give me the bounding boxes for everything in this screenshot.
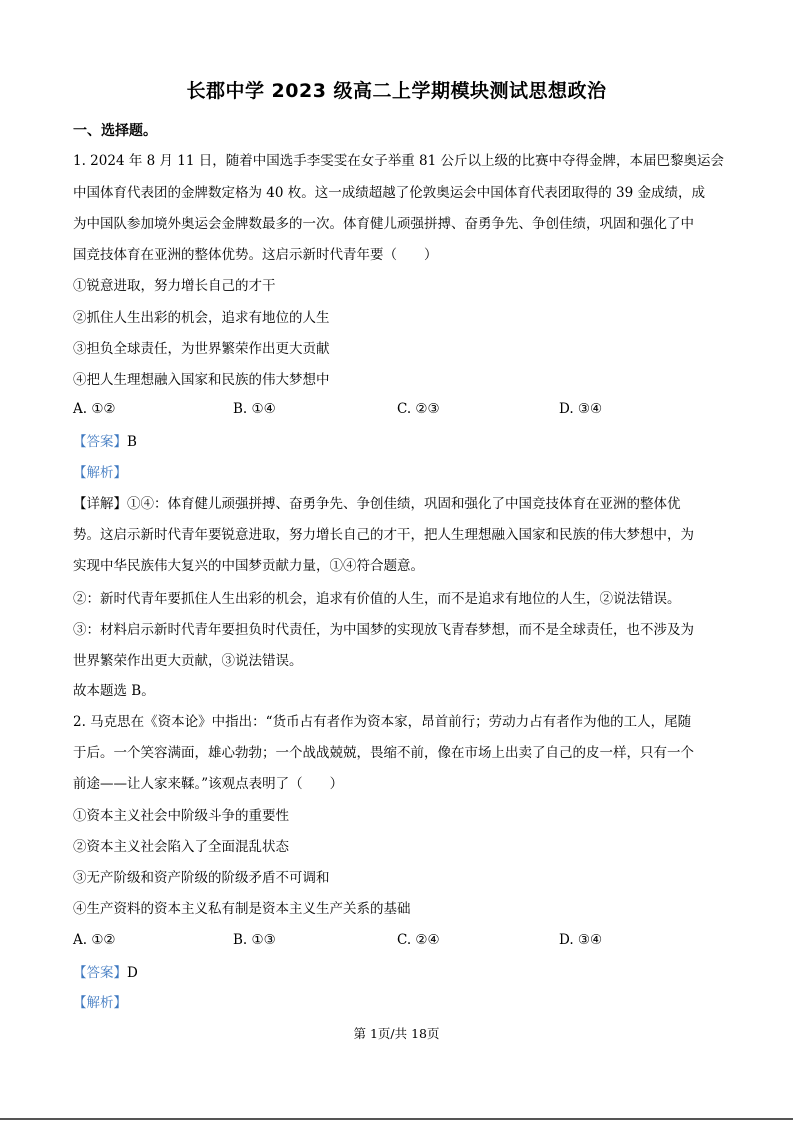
q1-detail-line: 势。这启示新时代青年要锐意进取，努力增长自己的才干，把人生理想融入国家和民族的伟大梦想中，为 [73, 527, 694, 543]
q1-detail-line: ②：新时代青年要抓住人生出彩的机会，追求有价值的人生，而不是追求有地位的人生，②说法错误。 [73, 591, 681, 607]
q1-analysis-label: 【解析】 [73, 465, 127, 481]
q1-detail-line: 实现中华民族伟大复兴的中国梦贡献力量，①④符合题意。 [73, 558, 424, 574]
page-footer: 第 1页/共 18页 [353, 1026, 440, 1041]
q2-stem-line: 2. 马克思在《资本论》中指出：“货币占有者作为资本家，昂首前行；劳动力占有者作为他的工人，尾随 [73, 714, 692, 730]
q2-analysis-label: 【解析】 [73, 995, 127, 1011]
q1-item: ②抓住人生出彩的机会，追求有地位的人生 [73, 310, 330, 326]
q2-item: ②资本主义社会陷入了全面混乱状态 [73, 839, 289, 855]
q2-stem-line: 于后。一个笑容满面，雄心勃勃；一个战战兢兢，畏缩不前，像在市场上出卖了自己的皮一样，只有一个 [73, 745, 694, 761]
q1-detail-line: 世界繁荣作出更大贡献，③说法错误。 [73, 653, 303, 669]
section-heading: 一、选择题。 [73, 123, 157, 139]
q2-option-b: B. ①③ [233, 932, 276, 948]
answer-value: B [127, 434, 137, 450]
q1-detail-line [73, 494, 733, 514]
q1-stem-line: 中国体育代表团的金牌数定格为 40 枚。这一成绩超越了伦敦奥运会中国体育代表团取得的 39 金成绩，成 [73, 185, 706, 201]
q2-option-c: C. ②④ [397, 932, 440, 948]
detail-text: ①④：体育健儿顽强拼搏、奋勇争先、争创佳绩，巩固和强化了中国竞技体育在亚洲的整体优 [127, 496, 681, 512]
q1-option-d: D. ③④ [559, 401, 603, 417]
q2-item: ①资本主义社会中阶级斗争的重要性 [73, 808, 289, 824]
q1-option-c: C. ②③ [397, 401, 440, 417]
page-bottom-divider [0, 1118, 793, 1120]
document-title: 长郡中学 2023 级高二上学期模块测试思想政治 [186, 80, 607, 102]
q1-item: ④把人生理想融入国家和民族的伟大梦想中 [73, 372, 330, 388]
q2-option-a: A. ①② [73, 932, 116, 948]
q2-item: ④生产资料的资本主义私有制是资本主义生产关系的基础 [73, 901, 411, 917]
answer-label: 【答案】 [73, 965, 127, 981]
q1-item: ①锐意进取，努力增长自己的才干 [73, 278, 276, 294]
q1-conclusion: 故本题选 B。 [73, 683, 155, 699]
q1-detail-line: ③：材料启示新时代青年要担负时代责任，为中国梦的实现放飞青春梦想，而不是全球责任，也不涉及为 [73, 622, 694, 638]
q1-answer [73, 432, 733, 452]
q2-stem-line: 前途——让人家来鞣。”该观点表明了（ ） [73, 776, 344, 792]
answer-label: 【答案】 [73, 434, 127, 450]
q1-item: ③担负全球责任，为世界繁荣作出更大贡献 [73, 341, 330, 357]
detail-label: 【详解】 [73, 496, 127, 512]
q1-stem-line: 国竞技体育在亚洲的整体优势。这启示新时代青年要（ ） [73, 247, 438, 263]
q1-stem-line: 为中国队参加境外奥运会金牌数最多的一次。体育健儿顽强拼搏、奋勇争先、争创佳绩，巩固和强化了中 [73, 216, 694, 232]
q2-answer [73, 963, 733, 983]
q2-option-d: D. ③④ [559, 932, 603, 948]
q1-option-a: A. ①② [73, 401, 116, 417]
q1-stem-line: 1. 2024 年 8 月 11 日，随着中国选手李雯雯在女子举重 81 公斤以上级的比赛中夺得金牌，本届巴黎奥运会 [73, 153, 725, 169]
q2-item: ③无产阶级和资产阶级的阶级矛盾不可调和 [73, 870, 330, 886]
q1-option-b: B. ①④ [233, 401, 276, 417]
answer-value: D [127, 965, 138, 981]
